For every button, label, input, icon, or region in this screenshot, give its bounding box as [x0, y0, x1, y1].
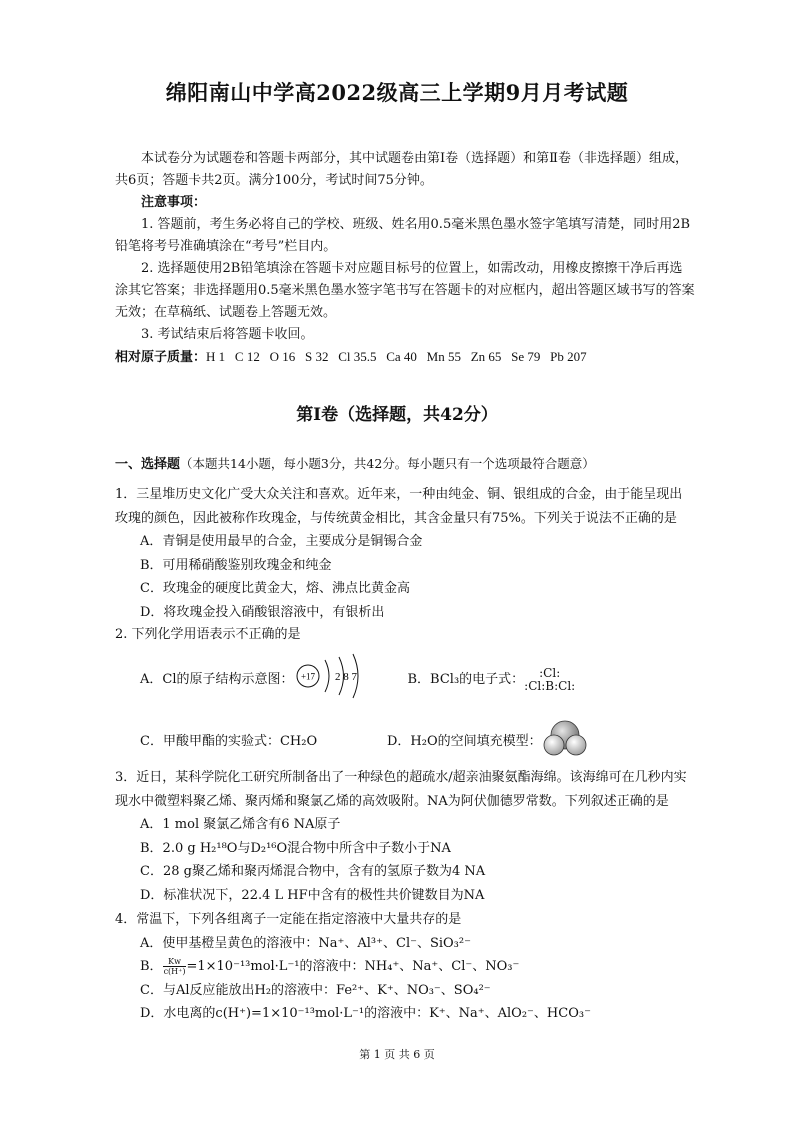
- q2-row-cd: [115, 722, 695, 762]
- kw-numerator: Kw: [163, 957, 187, 967]
- intro-text: 本试卷分为试题卷和答题卡两部分，其中试题卷由第Ⅰ卷（选择题）和第Ⅱ卷（非选择题）组成，共6页；答题卡共2页。满分100分，考试时间75分钟。: [115, 151, 688, 188]
- page-footer: 第 1 页 共 6 页: [359, 1048, 435, 1061]
- atom-nucleus-label: +17: [300, 671, 315, 682]
- q4-option-b-label: B．: [140, 959, 163, 974]
- section-title: 第Ⅰ卷（选择题，共42分）: [296, 405, 498, 425]
- q2-option-d: D．H₂O的空间填充模型：: [387, 734, 542, 750]
- q2-option-c: C．甲酸甲酯的实验式：CH₂O: [140, 734, 318, 750]
- q1-option-d: D．将玫瑰金投入硝酸银溶液中，有银析出: [140, 604, 385, 620]
- q4-stem: 4．常温下，下列各组离子一定能在指定溶液中大量共存的是: [115, 912, 462, 927]
- kw-fraction: [163, 957, 187, 976]
- q4-option-c: C．与Al反应能放出H₂的溶液中：Fe²⁺、K⁺、NO₃⁻、SO₄²⁻: [140, 982, 491, 998]
- notice-heading: 注意事项：: [141, 195, 207, 210]
- atom-shells-label: 2 8 7: [334, 670, 357, 683]
- atomic-mass-line: [115, 346, 695, 369]
- ed-middle: :Cl:B:Cl:: [524, 679, 576, 693]
- part-heading-line: [115, 452, 695, 477]
- exam-title: 绵阳南山中学高2022级高三上学期9月月考试题: [165, 80, 629, 105]
- q1-option-b: B．可用稀硝酸鉴别玫瑰金和纯金: [140, 557, 332, 573]
- q3-option-a: A．1 mol 聚氯乙烯含有6 NA原子: [140, 817, 341, 832]
- q2-option-a: A．Cl的原子结构示意图：: [140, 672, 294, 688]
- q1-stem: 1．三星堆历史文化广受大众关注和喜欢。近年来，一种由纯金、铜、银组成的合金，由于能呈现出玫瑰的颜色，因此被称作玫瑰金，与传统黄金相比，其含金量只有75%。下列关于说法不正确的是: [115, 487, 683, 526]
- q4-option-a: A．使甲基橙呈黄色的溶液中：Na⁺、Al³⁺、Cl⁻、SiO₃²⁻: [140, 935, 471, 951]
- q4-option-d: D．水电离的c(H⁺)=1×10⁻¹³mol·L⁻¹的溶液中：K⁺、Na⁺、AlO₂⁻、HCO₃⁻: [140, 1006, 591, 1021]
- part-heading: 一、选择题: [115, 457, 181, 472]
- q3-stem: 3．近日，某科学院化工研究所制备出了一种绿色的超疏水/超亲油聚氨酯海绵。该海绵可在几秒内实现水中微塑料聚乙烯、聚丙烯和聚氯乙烯的高效吸附。NA为阿伏伽德罗常数。下列叙述正确的是: [115, 770, 687, 809]
- notice-item-3: 3. 考试结束后将答题卡收回。: [141, 327, 314, 342]
- q1-option-a: A．青铜是使用最早的合金，主要成分是铜锡合金: [140, 534, 423, 549]
- atomic-mass-label: 相对原子质量：: [115, 350, 207, 365]
- notice-item-1: 1. 答题前，考生务必将自己的学校、班级、姓名用0.5毫米黑色墨水签字笔填写清楚，同时用2B铅笔将考号准确填涂在“考号”栏目内。: [115, 217, 691, 254]
- bcl3-electron-formula: [524, 667, 575, 693]
- h2o-space-filling-model: [542, 718, 588, 767]
- instructions-block: [115, 148, 695, 369]
- q3-option-d: D．标准状况下，22.4 L HF中含有的极性共价键数目为NA: [140, 887, 485, 903]
- q3-option-c: C．28 g聚乙烯和聚丙烯混合物中，含有的氢原子数为4 NA: [140, 864, 486, 879]
- notice-item-2: 2. 选择题使用2B铅笔填涂在答题卡对应题目标号的位置上，如需改动，用橡皮擦擦干净后再选涂其它答案；非选择题用0.5毫米黑色墨水签字笔书写在答题卡的对应框内，超出答题区域书写的答案无效；在草稿纸、试题卷上答题无效。: [115, 261, 695, 320]
- q2-stem: 2. 下列化学用语表示不正确的是: [115, 627, 301, 642]
- question-2: [115, 623, 695, 647]
- question-3: [115, 766, 695, 907]
- question-4: [115, 908, 695, 1026]
- cl-atom-structure-diagram: [294, 651, 378, 710]
- question-1: [115, 483, 695, 624]
- q4-option-b-text: =1×10⁻¹³mol·L⁻¹的溶液中：NH₄⁺、Na⁺、Cl⁻、NO₃⁻: [186, 959, 520, 974]
- q2-option-b: B．BCl₃的电子式：: [407, 672, 525, 688]
- ed-top: :Cl:: [539, 666, 561, 680]
- q2-row-ab: [115, 652, 695, 708]
- kw-denominator: c(H⁺): [163, 967, 186, 976]
- q4-option-b: [115, 955, 695, 979]
- q1-option-c: C．玫瑰金的硬度比黄金大，熔、沸点比黄金高: [140, 581, 410, 596]
- part-note: （本题共14小题，每小题3分，共42分。每小题只有一个选项最符合题意）: [180, 456, 595, 471]
- atomic-mass-values: H 1 C 12 O 16 S 32 Cl 35.5 Ca 40 Mn 55 Zn 65 Se 79 Pb 207: [206, 349, 587, 364]
- q3-option-b: B．2.0 g H₂¹⁸O与D₂¹⁶O混合物中所含中子数小于NA: [140, 840, 451, 856]
